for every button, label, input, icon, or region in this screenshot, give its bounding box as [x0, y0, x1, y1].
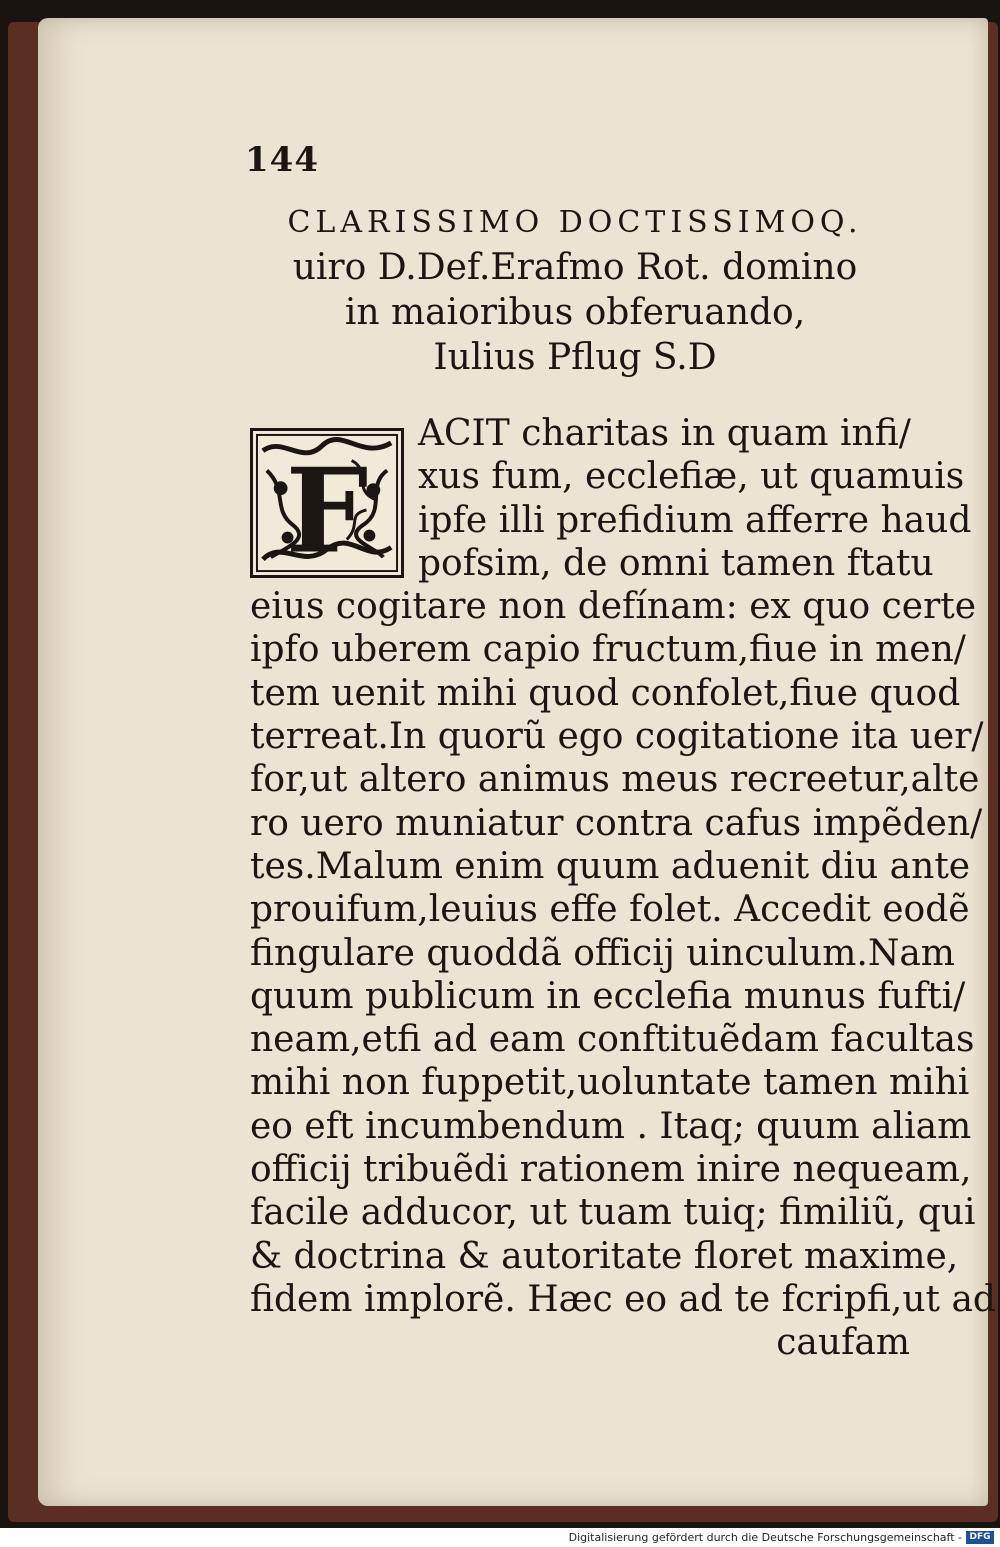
heading-line-4: Iulius Pflug S.D: [433, 337, 717, 378]
heading-line-3: in maioribus obferuando,: [344, 292, 806, 333]
text-line: terreat.In quorũ ego cogitatione ita uer/: [250, 716, 984, 758]
text-line: eius cogitare non defínam: ex quo certe: [250, 586, 977, 628]
text-line: ipfe illi prefidium afferre haud: [418, 499, 972, 541]
text-line: ipfo uberem capio fructum,fiue in men/: [250, 629, 966, 671]
text-line: & doctrina & autoritate floret maxime,: [250, 1235, 959, 1277]
text-line: quum publicum in ecclefia munus fufti/: [250, 975, 966, 1017]
funding-credit: Digitalisierung gefördert durch die Deutsche Forschungsgemeinschaft -: [568, 1531, 962, 1544]
dfg-logo-icon: DFG: [966, 1531, 994, 1544]
text-line: xus fum, ecclefiæ, ut quamuis: [418, 456, 965, 498]
text-line: neam,etfi ad eam conftituẽdam facultas: [250, 1019, 975, 1061]
text-line: facile adducor, ut tuam tuiq; fimiliũ, qui: [250, 1192, 976, 1234]
text-line: fidem implorẽ. Hæc eo ad te fcripfi,ut ad: [250, 1278, 996, 1320]
page-number: 144: [245, 140, 319, 180]
catchword: caufam: [776, 1322, 910, 1364]
text-line: for,ut altero animus meus recreetur,alte: [250, 759, 980, 801]
dedication-heading: [180, 200, 970, 380]
body-text: [250, 412, 996, 1365]
text-line: fingulare quoddã officij uinculum.Nam: [250, 932, 955, 974]
heading-line-2: uiro D.Def.Erafmo Rot. domino: [292, 247, 858, 288]
text-line: tes.Malum enim quum aduenit diu ante: [250, 845, 971, 887]
drop-cap-letter: F: [285, 443, 369, 575]
text-line: ro uero muniatur contra cafus impẽden/: [250, 802, 983, 844]
text-line: mihi non fuppetit,uoluntate tamen mihi: [250, 1062, 970, 1104]
text-line: officij tribuẽdi rationem inire nequeam,: [250, 1149, 972, 1191]
digitization-footer: [0, 1528, 1000, 1547]
text-line: pofsim, de omni tamen ftatu: [418, 542, 934, 584]
heading-line-1: CLARISSIMO DOCTISSIMOQ.: [287, 205, 863, 240]
text-line: prouifum,leuius effe folet. Accedit eodẽ: [250, 889, 970, 931]
text-line: eo eft incumbendum . Itaq; quum aliam: [250, 1105, 972, 1147]
text-line: tem uenit mihi quod confolet,fiue quod: [250, 672, 961, 714]
text-line: ACIT charitas in quam infi/: [418, 413, 911, 454]
